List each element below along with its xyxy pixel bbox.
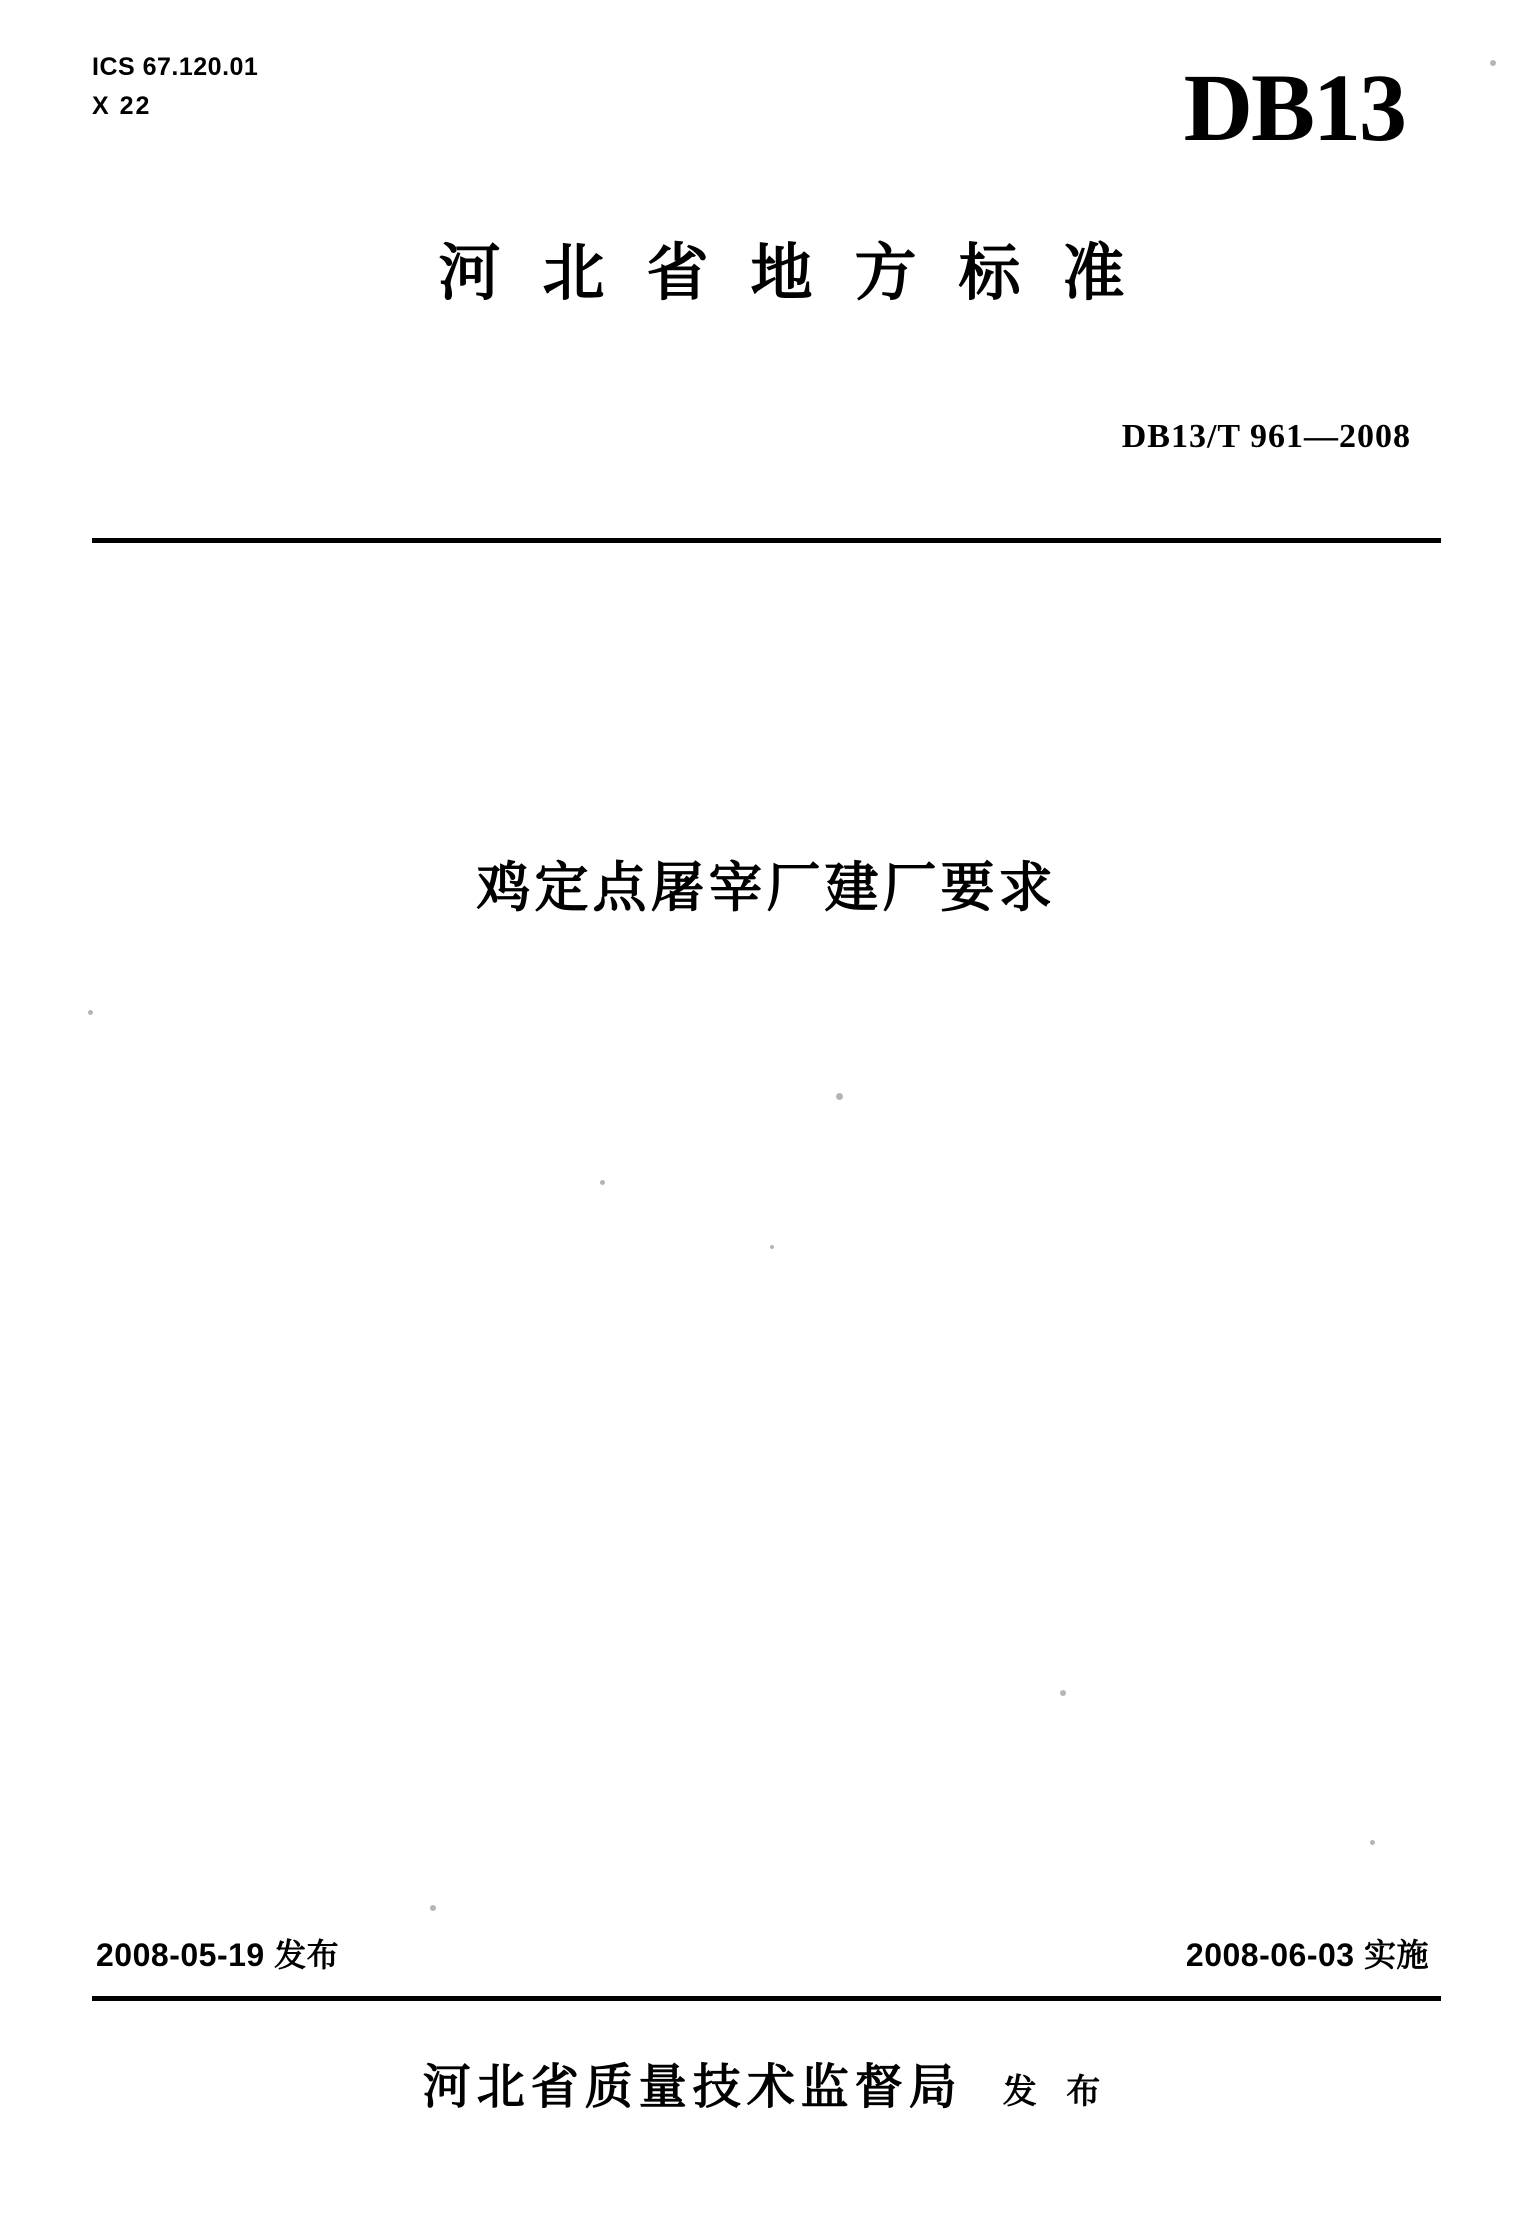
header-divider bbox=[92, 538, 1441, 543]
scan-speck bbox=[430, 1905, 436, 1911]
standard-type-title: 河北省地方标准 bbox=[438, 239, 1167, 308]
classification-code: X 22 bbox=[92, 91, 152, 120]
scan-speck bbox=[600, 1180, 605, 1185]
effective-date: 2008-06-03 实施 bbox=[1185, 1937, 1429, 1973]
issue-date: 2008-05-19 发布 bbox=[96, 1937, 340, 1973]
standard-prefix: DB13 bbox=[1183, 54, 1405, 161]
scan-speck bbox=[1060, 1690, 1066, 1696]
publisher-name: 河北省质量技术监督局 bbox=[422, 2061, 963, 2114]
scan-speck bbox=[770, 1245, 774, 1249]
standard-number: DB13/T 961—2008 bbox=[1121, 418, 1411, 455]
ics-code: ICS 67.120.01 bbox=[92, 53, 259, 81]
document-title: 鸡定点屠宰厂建厂要求 bbox=[476, 858, 1057, 918]
scan-speck bbox=[1370, 1840, 1375, 1845]
scan-speck bbox=[836, 1093, 843, 1100]
footer-divider bbox=[92, 1996, 1441, 2001]
scan-speck bbox=[1490, 60, 1496, 66]
publisher-row bbox=[92, 2048, 1441, 2117]
publisher-action: 发 布 bbox=[1002, 2073, 1111, 2111]
scan-speck bbox=[88, 1010, 93, 1015]
ics-block bbox=[92, 48, 258, 126]
